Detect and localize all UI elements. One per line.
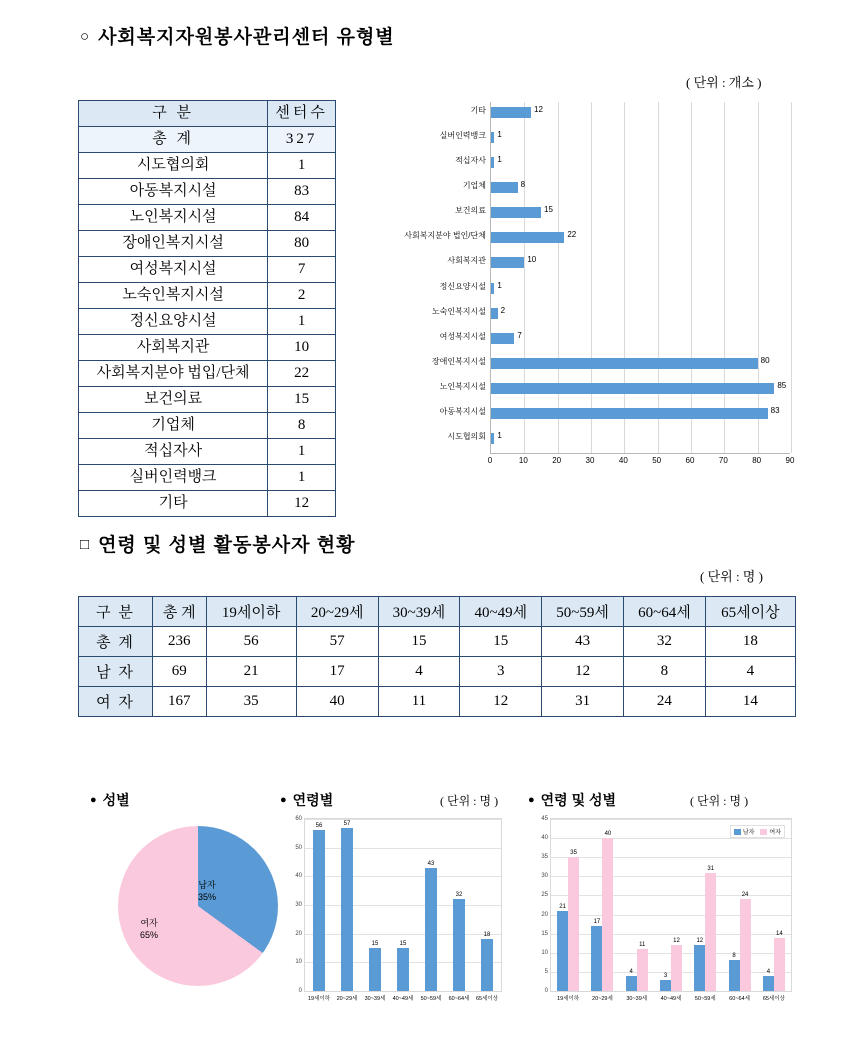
row-value: 10	[268, 335, 336, 361]
col-header-total: 총 계	[153, 597, 207, 627]
bar-category-label: 기타	[470, 105, 486, 115]
table-row	[79, 687, 796, 717]
x-axis-tick: 30	[585, 456, 595, 465]
bar-row	[447, 430, 791, 452]
x-axis-tick: 20	[552, 456, 562, 465]
cell: 18	[705, 627, 795, 657]
bar-value-label: 56	[315, 823, 323, 830]
bar	[491, 207, 541, 218]
cell: 56	[206, 627, 296, 657]
row-value: 1	[268, 309, 336, 335]
bar-value-label: 22	[567, 230, 577, 240]
bar-row	[462, 179, 791, 201]
section2-heading	[80, 530, 355, 557]
gridline	[305, 876, 501, 877]
col-header-over65: 65세이상	[705, 597, 795, 627]
gridline	[551, 915, 791, 916]
cell: 3	[460, 657, 542, 687]
table-header-row	[79, 101, 336, 127]
row-label: 총 계	[79, 627, 153, 657]
x-axis-tick: 90	[785, 456, 795, 465]
table-row	[79, 205, 336, 231]
bar-category-label: 사회복지분야 법인/단체	[404, 231, 486, 241]
bar	[705, 865, 716, 991]
bar-value-label: 12	[534, 104, 543, 114]
bar	[637, 941, 648, 991]
row-label: 노숙인복지시설	[79, 283, 268, 309]
table-row	[79, 361, 336, 387]
pie-circle	[118, 826, 278, 986]
chart-legend	[730, 825, 785, 838]
bar-category-label: 기업체	[462, 181, 486, 190]
table-row	[79, 257, 336, 283]
row-label: 적십자사	[79, 439, 268, 465]
section1-bullet-icon: ○	[80, 28, 91, 45]
age-gender-bar-chart	[528, 812, 796, 1018]
bar-row	[447, 254, 791, 276]
bar-value-label: 57	[343, 820, 351, 827]
section2-title: 연령 및 성별 활동봉사자 현황	[98, 535, 356, 556]
y-axis-tick: 25	[541, 892, 548, 899]
row-label: 아동복지시설	[79, 179, 268, 205]
bar-category-label: 시도협의회	[447, 432, 486, 442]
gridline	[551, 876, 791, 877]
table-row	[79, 179, 336, 205]
y-axis-tick: 15	[541, 930, 548, 937]
age-chart-heading	[280, 790, 333, 810]
row-label: 남 자	[79, 657, 153, 687]
bar	[491, 283, 494, 294]
bar-row	[439, 405, 791, 427]
row-value: 22	[268, 361, 336, 387]
bar-category-label: 60~64세	[448, 996, 470, 1002]
bar-row	[455, 204, 791, 226]
bar-value-label: 1	[497, 154, 502, 164]
bar-value-label: 15	[371, 941, 379, 947]
row-value: 15	[268, 387, 336, 413]
bar-row	[404, 229, 791, 251]
table-row	[79, 439, 336, 465]
table-row	[79, 309, 336, 335]
bar-value-label: 11	[639, 941, 646, 948]
cell: 57	[296, 627, 378, 657]
table-row-total	[79, 127, 336, 153]
gridline	[791, 102, 792, 453]
bar-value-label: 31	[707, 865, 715, 872]
age-gender-chart-heading	[528, 790, 616, 810]
bar	[475, 932, 499, 1002]
gridline	[305, 848, 501, 849]
bar-value-label: 1	[497, 129, 502, 139]
bar-value-label: 12	[673, 938, 680, 945]
bar-row	[470, 104, 791, 126]
bar	[491, 232, 564, 243]
bar	[491, 408, 768, 419]
chart-plot-area	[541, 816, 792, 1002]
cell: 24	[623, 687, 705, 717]
bar-row	[439, 129, 791, 151]
table-row	[79, 413, 336, 439]
y-axis-tick: 50	[295, 844, 302, 851]
pie-label-female: 여자 65%	[140, 918, 159, 940]
bar	[307, 823, 331, 1002]
bar-value-label: 4	[766, 968, 771, 975]
row-value: 80	[268, 231, 336, 257]
gridline	[305, 934, 501, 935]
bar	[491, 182, 518, 193]
gridline	[551, 857, 791, 858]
bar-category-label: 적십자사	[455, 155, 486, 165]
table-row	[79, 465, 336, 491]
cell: 31	[542, 687, 624, 717]
cell: 11	[378, 687, 460, 717]
y-axis-tick: 30	[295, 902, 302, 908]
gender-chart-heading	[90, 790, 130, 810]
bar	[568, 850, 579, 991]
cell: 14	[705, 687, 795, 717]
row-value: 12	[268, 491, 336, 517]
bar-value-label: 15	[399, 941, 407, 947]
age-gender-chart-title: 연령 및 성별	[540, 792, 617, 808]
bar-value-label: 17	[593, 919, 601, 926]
bar	[392, 941, 414, 1002]
bar-value-label: 35	[570, 850, 577, 857]
bar	[491, 358, 758, 369]
bar	[364, 941, 386, 1002]
bar-value-label: 40	[604, 831, 612, 838]
cell: 167	[153, 687, 207, 717]
bar	[694, 938, 705, 991]
y-axis-tick: 30	[541, 873, 548, 880]
section2-bullet-icon: □	[80, 536, 91, 553]
bar	[729, 953, 740, 991]
table-row	[79, 387, 336, 413]
col-header-40s: 40~49세	[460, 597, 542, 627]
age-chart-unit: ( 단위 : 명 )	[440, 794, 499, 808]
legend-item: 여자	[760, 827, 781, 836]
x-axis-tick: 10	[518, 456, 528, 465]
col-header-under19: 19세이하	[206, 597, 296, 627]
bar-category-label: 50~59세	[694, 996, 716, 1002]
gridline	[551, 895, 791, 896]
cell: 8	[623, 657, 705, 687]
cell: 69	[153, 657, 207, 687]
bar-value-label: 8	[732, 953, 736, 960]
bar	[336, 820, 358, 1002]
age-gender-bullet-icon: ●	[528, 794, 535, 806]
cell: 15	[460, 627, 542, 657]
row-value: 1	[268, 153, 336, 179]
age-bullet-icon: ●	[280, 794, 287, 806]
y-axis-tick: 40	[541, 835, 548, 842]
gridline	[551, 838, 791, 839]
bar	[491, 433, 494, 444]
section2-unit-note: ( 단위 : 명 )	[700, 569, 763, 584]
gender-chart-title: 성별	[102, 792, 130, 808]
table-row	[79, 231, 336, 257]
col-header-division: 구 분	[79, 101, 268, 127]
bar-category-label: 노숙인복지시설	[431, 306, 486, 316]
age-bar-chart	[282, 812, 506, 1018]
bar	[491, 383, 774, 394]
gridline	[305, 819, 501, 820]
col-header-division: 구 분	[79, 597, 153, 627]
cell: 236	[153, 627, 207, 657]
bar	[491, 132, 494, 143]
table-row	[79, 657, 796, 687]
bar	[740, 892, 751, 991]
x-axis-tick: 0	[487, 456, 493, 465]
bar-category-label: 19세이하	[307, 996, 331, 1002]
legend-item: 남자	[734, 827, 755, 836]
bar-value-label: 12	[696, 938, 704, 945]
cell: 15	[378, 627, 460, 657]
bar-category-label: 정신요양시설	[439, 281, 486, 291]
bar-value-label: 3	[663, 972, 668, 979]
age-chart-title: 연령별	[292, 792, 334, 808]
x-axis-tick: 50	[652, 456, 662, 465]
cell: 17	[296, 657, 378, 687]
gridline	[551, 934, 791, 935]
bar-value-label: 85	[777, 381, 787, 391]
row-label: 여 자	[79, 687, 153, 717]
bar-category-label: 노인복지시설	[439, 382, 486, 392]
bar-category-label: 장애인복지시설	[431, 357, 486, 366]
gender-pie-chart	[90, 818, 290, 1018]
y-axis-tick: 20	[295, 930, 302, 937]
bar-row	[439, 330, 791, 352]
section1-title: 사회복지자원봉사관리센터 유형별	[98, 27, 395, 48]
bar-category-label: 60~64세	[729, 996, 750, 1002]
bar	[448, 892, 470, 1002]
cell: 4	[705, 657, 795, 687]
bar	[491, 308, 498, 319]
bar-row	[431, 355, 791, 377]
row-value: 2	[268, 283, 336, 309]
table-header-row	[79, 597, 796, 627]
bar-value-label: 2	[500, 305, 506, 315]
bar	[557, 903, 568, 991]
bar-value-label: 7	[517, 330, 522, 340]
y-axis-tick: 40	[295, 873, 302, 880]
x-axis-tick: 70	[718, 456, 728, 465]
bar-category-label: 20~29세	[592, 996, 613, 1002]
bar-row	[431, 305, 791, 327]
bar-value-label: 8	[520, 180, 526, 189]
cell: 40	[296, 687, 378, 717]
bar	[491, 333, 514, 344]
row-value: 7	[268, 257, 336, 283]
bar	[591, 919, 602, 991]
age-gender-table	[78, 596, 796, 717]
row-label: 총 계	[79, 127, 268, 153]
bar-value-label: 83	[770, 406, 780, 416]
y-axis-tick: 10	[541, 949, 548, 956]
y-axis-tick: 45	[541, 816, 548, 822]
bar-row	[455, 154, 791, 176]
row-value: 1	[268, 465, 336, 491]
row-label: 장애인복지시설	[79, 231, 268, 257]
bar	[491, 107, 531, 118]
bar	[626, 968, 637, 991]
section1-heading	[80, 22, 395, 49]
y-axis-tick: 0	[298, 988, 302, 994]
bar-category-label: 30~39세	[626, 996, 648, 1002]
cell: 43	[542, 627, 624, 657]
bar-value-label: 10	[527, 255, 537, 265]
row-label: 기업체	[79, 413, 268, 439]
bar-value-label: 32	[455, 892, 463, 899]
bar-value-label: 1	[497, 431, 502, 441]
table-row	[79, 153, 336, 179]
row-label: 사회복지관	[79, 335, 268, 361]
bar-value-label: 15	[544, 205, 553, 215]
bar-value-label: 4	[629, 968, 633, 975]
bar-value-label: 14	[775, 930, 783, 937]
row-value: 8	[268, 413, 336, 439]
row-label: 노인복지시설	[79, 205, 268, 231]
y-axis-tick: 5	[544, 968, 548, 975]
row-value: 84	[268, 205, 336, 231]
table-row	[79, 283, 336, 309]
row-value: 1	[268, 439, 336, 465]
center-type-bar-chart	[362, 96, 832, 496]
age-gender-chart-unit: ( 단위 : 명 )	[690, 794, 749, 808]
table-row	[79, 491, 336, 517]
bar-category-label: 65세이상	[762, 996, 785, 1002]
gridline	[551, 819, 791, 820]
bar	[602, 831, 613, 991]
col-header-50s: 50~59세	[542, 597, 624, 627]
row-label: 기타	[79, 491, 268, 517]
bar-value-label: 80	[760, 356, 770, 365]
y-axis-tick: 10	[295, 959, 302, 966]
bar	[763, 968, 774, 991]
bar-value-label: 18	[483, 932, 491, 939]
bar-category-label: 보건의료	[455, 206, 486, 216]
bar	[660, 972, 671, 991]
bar-value-label: 24	[741, 892, 749, 899]
cell: 4	[378, 657, 460, 687]
bar-value-label: 43	[427, 860, 435, 867]
bar-category-label: 19세이하	[557, 996, 580, 1002]
x-axis-tick: 60	[685, 456, 695, 465]
y-axis-tick: 0	[544, 988, 548, 994]
bar-category-label: 40~49세	[392, 996, 414, 1002]
bar	[774, 930, 785, 992]
gridline	[305, 905, 501, 906]
y-axis-tick: 20	[541, 911, 548, 918]
center-type-table	[78, 100, 336, 517]
row-label: 보건의료	[79, 387, 268, 413]
bar	[671, 938, 682, 991]
row-value: 83	[268, 179, 336, 205]
x-axis-tick: 80	[752, 456, 762, 465]
bar-category-label: 20~29세	[336, 996, 358, 1002]
bar-category-label: 아동복지시설	[439, 407, 486, 417]
row-label: 시도협의회	[79, 153, 268, 179]
y-axis-tick: 60	[295, 816, 302, 822]
col-header-center-count: 센터수	[268, 101, 336, 127]
table-row	[79, 335, 336, 361]
y-axis-tick: 35	[541, 854, 548, 861]
cell: 12	[542, 657, 624, 687]
row-label: 사회복지분야 법입/단체	[79, 361, 268, 387]
bar-category-label: 65세이상	[475, 996, 499, 1002]
row-value: 327	[268, 127, 336, 153]
row-label: 정신요양시설	[79, 309, 268, 335]
bar-row	[439, 380, 791, 402]
col-header-30s: 30~39세	[378, 597, 460, 627]
cell: 32	[623, 627, 705, 657]
bar	[420, 860, 442, 1002]
cell: 12	[460, 687, 542, 717]
cell: 35	[206, 687, 296, 717]
bar-category-label: 실버인력뱅크	[439, 130, 486, 140]
bar	[491, 257, 524, 268]
bar	[491, 157, 494, 168]
bar-category-label: 30~39세	[364, 996, 386, 1002]
bar-category-label: 50~59세	[420, 996, 442, 1002]
section1-unit-note: ( 단위 : 개소 )	[686, 75, 762, 90]
bar-category-label: 여성복지시설	[439, 331, 486, 341]
chart-plot-area	[295, 816, 502, 1002]
chart-plot-area	[404, 102, 790, 454]
col-header-20s: 20~29세	[296, 597, 378, 627]
gender-bullet-icon: ●	[90, 794, 97, 806]
pie-label-male: 남자 35%	[198, 880, 217, 902]
x-axis-tick: 40	[618, 456, 628, 465]
bar-value-label: 21	[559, 903, 566, 910]
row-label: 여성복지시설	[79, 257, 268, 283]
bar-value-label: 1	[497, 280, 502, 290]
bar-category-label: 40~49세	[660, 996, 682, 1002]
bar-category-label: 사회복지관	[447, 256, 486, 266]
table-row	[79, 627, 796, 657]
bar-row	[439, 280, 791, 302]
cell: 21	[206, 657, 296, 687]
col-header-60to64: 60~64세	[623, 597, 705, 627]
row-label: 실버인력뱅크	[79, 465, 268, 491]
